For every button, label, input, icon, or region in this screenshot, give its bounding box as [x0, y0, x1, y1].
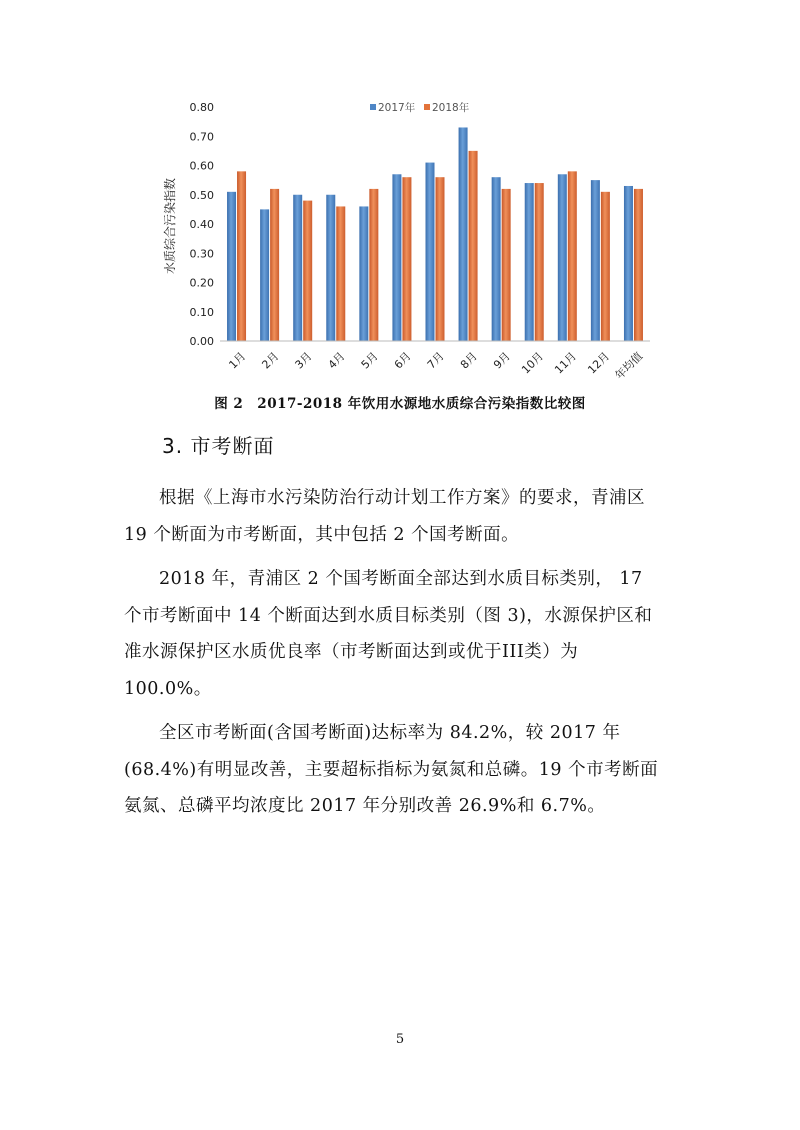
bar-2018年-5月: [369, 189, 378, 341]
x-tick-label: 4月: [325, 349, 348, 372]
y-tick-label: 0.40: [189, 218, 214, 231]
bar-2018年-3月: [303, 201, 312, 341]
bar-2017年-12月: [591, 180, 600, 341]
bar-2017年-5月: [359, 206, 368, 341]
bar-chart: [150, 92, 670, 384]
section-body: [124, 480, 664, 825]
x-tick-label: 1月: [226, 349, 249, 372]
bar-2017年-1月: [227, 192, 236, 341]
x-tick-label: 7月: [424, 349, 447, 372]
bar-2018年-12月: [601, 192, 610, 341]
x-tick-label: 12月: [585, 349, 613, 377]
page-number: 5: [395, 1032, 405, 1047]
legend-swatch-2017: [370, 104, 376, 110]
y-tick-label: 0.00: [189, 335, 214, 348]
bar-2017年-年均值: [624, 186, 633, 341]
y-tick-label: 0.30: [189, 247, 214, 261]
bar-2017年-10月: [525, 183, 534, 341]
legend: [370, 101, 470, 114]
bar-2017年-8月: [459, 127, 468, 341]
bar-2018年-8月: [469, 151, 478, 341]
legend-label-2018: 2018年: [432, 102, 470, 114]
paragraph: 全区市考断面(含国考断面)达标率为 84.2%，较 2017 年(68.4%)有明显改善，主要超标指标为氨氮和总磷。19 个市考断面氨氮、总磷平均浓度比 2017 年分别改善 26.9%和 6.7%。: [124, 723, 659, 816]
paragraph: 2018 年，青浦区 2 个国考断面全部达到水质目标类别， 17 个市考断面中 14 个断面达到水质目标类别（图 3)，水源保护区和准水源保护区水质优良率（市考断面达到或优于III类）为 100.0%。: [124, 569, 653, 699]
bar-2018年-4月: [336, 206, 345, 341]
bar-2017年-11月: [558, 174, 567, 341]
bar-2018年-1月: [237, 171, 246, 341]
bar-2017年-3月: [293, 195, 302, 341]
y-tick-label: 0.50: [189, 188, 214, 202]
bar-2018年-10月: [535, 183, 544, 341]
bar-2018年-年均值: [634, 189, 643, 341]
bar-2017年-7月: [426, 163, 435, 341]
x-tick-label: 6月: [391, 349, 414, 372]
y-tick-label: 0.80: [189, 101, 214, 114]
bar-2017年-2月: [260, 209, 269, 341]
bar-2018年-6月: [402, 177, 411, 341]
y-tick-label: 0.10: [189, 305, 214, 319]
y-tick-label: 0.60: [189, 159, 214, 173]
paragraph: 根据《上海市水污染防治行动计划工作方案》的要求，青浦区 19 个断面为市考断面，其中包括 2 个国考断面。: [124, 488, 645, 545]
x-tick-label: 11月: [552, 349, 580, 377]
bar-2017年-6月: [392, 174, 401, 341]
bar-2018年-7月: [436, 177, 445, 341]
figure-caption: 图 2 2017-2018 年饮用水源地水质综合污染指数比较图: [214, 396, 586, 412]
legend-label-2017: 2017年: [378, 102, 416, 114]
x-tick-label: 8月: [457, 349, 480, 372]
y-axis-label: 水质综合污染指数: [163, 177, 177, 275]
bar-2017年-9月: [492, 177, 501, 341]
bar-2018年-11月: [568, 171, 577, 341]
x-tick-label: 5月: [358, 349, 381, 372]
y-tick-label: 0.20: [189, 276, 214, 290]
legend-swatch-2018: [424, 104, 430, 110]
bar-2017年-4月: [326, 195, 335, 341]
x-tick-label: 年均值: [612, 349, 646, 383]
section-heading: 3. 市考断面: [162, 434, 275, 458]
x-tick-label: 10月: [519, 349, 547, 377]
bar-2018年-2月: [270, 189, 279, 341]
y-tick-label: 0.70: [189, 130, 214, 144]
x-tick-label: 2月: [259, 349, 282, 372]
x-tick-label: 9月: [491, 349, 513, 372]
bar-2018年-9月: [502, 189, 511, 341]
x-tick-label: 3月: [292, 349, 315, 372]
